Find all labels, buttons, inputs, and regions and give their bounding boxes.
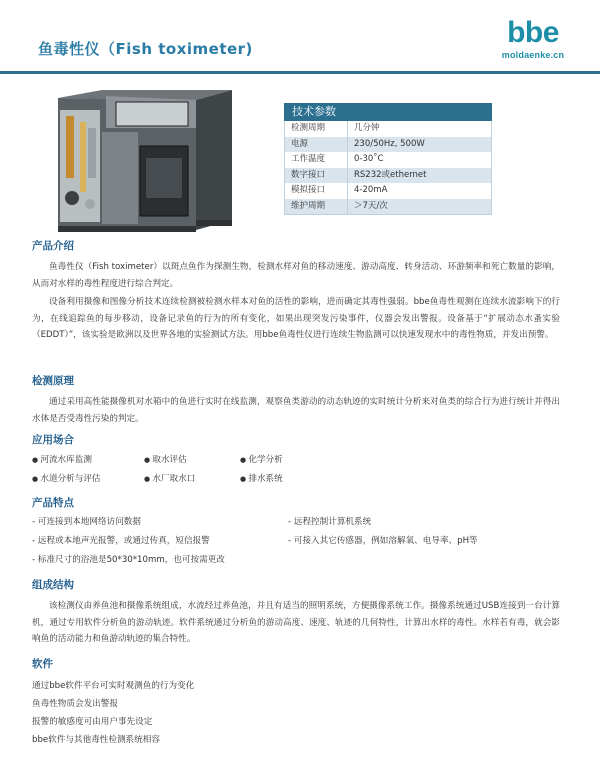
spec-key: 电源 xyxy=(291,138,309,149)
intro-heading: 产品介绍 xyxy=(32,240,74,252)
software-line: 报警的敏感度可由用户事先设定 xyxy=(32,717,153,727)
logo-subtitle: moldaenke.cn xyxy=(501,50,565,60)
intro-section xyxy=(32,238,560,344)
software-section xyxy=(32,656,560,749)
spec-value: 0-30˚C xyxy=(347,152,491,168)
brand-logo xyxy=(496,18,570,60)
software-line: bbe软件与其他毒性检测系统相容 xyxy=(32,735,160,745)
application-item: ● 取水评估 xyxy=(144,453,240,465)
spec-table-body xyxy=(284,121,492,215)
principle-paragraph: 通过采用高性能摄像机对水箱中的鱼进行实时在线监测，观察鱼类游动的动态轨迹的实时统计分析来对鱼类的综合行为进行统计并得出水体是否受毒性污染的判定。 xyxy=(32,397,560,424)
intro-paragraph-2: 设备利用摄像和图像分析技术连续检测被检测水样本对鱼的活性的影响，进而确定其毒性强弱。bbe鱼毒性观测在连续水流影响下的行为，在线追踪鱼的每步移动，设备记录鱼的行为的所有变化，如果出现突发污染事件，仪器会发出警报。设备基于“扩展动态水蚤实验（EDDT）”，该实验是欧洲以及世界各地的实验测试方法。用bbe鱼毒性仪进行连续生物监测可以快速发现水中的毒性物质，并发出预警。 xyxy=(32,297,560,340)
spec-row xyxy=(285,121,491,137)
spec-key: 工作温度 xyxy=(291,154,326,164)
feature-item: - 可接入其它传感器，例如溶解氧、电导率、pH等 xyxy=(288,535,560,548)
spec-table-title: 技术参数 xyxy=(284,103,492,121)
applications-heading: 应用场合 xyxy=(32,434,74,446)
spec-key: 数字接口 xyxy=(291,169,326,180)
spec-key: 模拟接口 xyxy=(291,185,326,195)
page-header xyxy=(0,0,600,72)
spec-value: 几分钟 xyxy=(347,121,491,137)
intro-paragraph-1: 鱼毒性仪（Fish toximeter）以斑点鱼作为探测生物，检测水样对鱼的移动速度、游动高度、转身活动、环游频率和死亡数量的影响，从而对水样的毒性程度进行综合判定。 xyxy=(32,262,560,289)
principle-section xyxy=(32,373,560,427)
software-line: 通过bbe软件平台可实时观测鱼的行为变化 xyxy=(32,681,195,691)
features-heading: 产品特点 xyxy=(32,497,74,509)
applications-section xyxy=(32,432,560,484)
spec-value: ＞7天/次 xyxy=(347,199,491,215)
spec-row xyxy=(285,152,491,168)
feature-item: - 标准尺寸的浴池是50*30*10mm，也可按需更改 xyxy=(32,554,288,567)
logo-mark: bbe xyxy=(507,16,559,49)
page-title: 鱼毒性仪（Fish toximeter) xyxy=(38,40,253,58)
feature-item: - 远程控制计算机系统 xyxy=(288,516,560,529)
spec-row xyxy=(285,199,491,215)
application-item: ● 化学分析 xyxy=(240,453,350,465)
application-item: ● 水道分析与评估 xyxy=(32,472,144,484)
features-section xyxy=(32,495,560,567)
spec-table xyxy=(284,103,492,215)
applications-list xyxy=(32,453,560,484)
spec-value: 230/50Hz, 500W xyxy=(347,137,491,153)
software-heading: 软件 xyxy=(32,658,53,670)
spec-row xyxy=(285,168,491,184)
feature-item: - 远程或本地声光报警，或通过传真，短信报警 xyxy=(32,535,288,548)
spec-row xyxy=(285,137,491,153)
structure-heading: 组成结构 xyxy=(32,579,74,591)
principle-heading: 检测原理 xyxy=(32,375,74,387)
spec-key: 维护周期 xyxy=(291,200,326,211)
spec-value: 4-20mA xyxy=(347,183,491,199)
application-item: ● 水厂取水口 xyxy=(144,472,240,484)
spec-row xyxy=(285,183,491,199)
structure-paragraph: 该检测仪由养鱼池和摄像系统组成，水流经过养鱼池，并且有适当的照明系统，方便摄像系统工作。摄像系统通过USB连接到一台计算机，通过专用软件分析鱼的游动轨迹。软件系统通过分析鱼的游动高度、速度、轨迹的几何特性，计算出水样的毒性。水样若有毒，就会影响鱼的活动能力和鱼游动轨迹的集合特性。 xyxy=(32,601,560,644)
spec-value: RS232或ethernet xyxy=(347,168,491,184)
feature-item: - 可连接到本地网络访问数据 xyxy=(32,516,288,529)
product-image xyxy=(36,88,264,238)
features-list xyxy=(32,516,560,567)
application-item: ● 河流水库监测 xyxy=(32,453,144,465)
spec-key: 检测周期 xyxy=(291,123,326,133)
structure-section xyxy=(32,577,560,648)
software-line: 鱼毒性物质会发出警报 xyxy=(32,699,118,709)
header-divider xyxy=(0,71,600,74)
application-item: ● 排水系统 xyxy=(240,472,350,484)
